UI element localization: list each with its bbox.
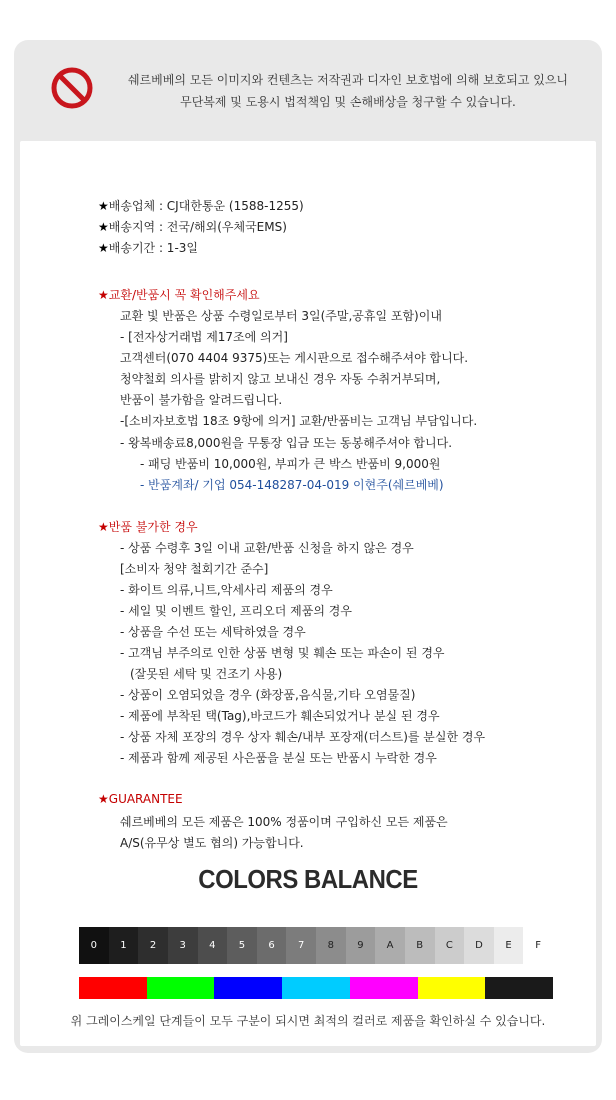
no-return-line: - 제품에 부착된 택(Tag),바코드가 훼손되었거나 분실 된 경우 — [120, 709, 440, 723]
shipping-period: ★배송기간 : 1-3일 — [98, 241, 198, 255]
exchange-heading: ★교환/반품시 꼭 확인해주세요 — [98, 288, 260, 302]
grayscale-swatch: 3 — [168, 927, 198, 964]
exchange-line: 고객센터(070 4404 9375)또는 게시판으로 접수해주셔야 합니다. — [120, 351, 469, 365]
no-return-line: - 상품을 수선 또는 세탁하였을 경우 — [120, 625, 306, 639]
guarantee-line: A/S(유무상 별도 협의) 가능합니다. — [120, 836, 304, 850]
grayscale-swatch: 2 — [138, 927, 168, 964]
grayscale-swatch: D — [464, 927, 494, 964]
no-return-line: (잘못된 세탁 및 건조기 사용) — [130, 667, 283, 681]
grayscale-swatch: B — [405, 927, 435, 964]
grayscale-swatch: F — [523, 927, 553, 964]
prohibited-icon — [50, 66, 94, 110]
grayscale-swatch: 1 — [109, 927, 139, 964]
grayscale-swatch: 7 — [286, 927, 316, 964]
notice-line-1: 쉐르베베의 모든 이미지와 컨텐츠는 저작권과 디자인 보호법에 의해 보호되고 있으니 — [127, 73, 569, 87]
guarantee-heading: ★GUARANTEE — [98, 792, 183, 806]
color-swatch — [79, 977, 147, 999]
color-swatch — [214, 977, 282, 999]
page-frame — [14, 40, 602, 1053]
color-strip — [79, 977, 553, 999]
grayscale-swatch: A — [375, 927, 405, 964]
color-swatch — [147, 977, 215, 999]
copyright-notice — [14, 40, 602, 140]
color-swatch — [282, 977, 350, 999]
no-return-line: - 상품 자체 포장의 경우 상자 훼손/내부 포장재(더스트)를 분실한 경우 — [120, 730, 486, 744]
notice-line-2: 무단복제 및 도용시 법적책임 및 손해배상을 청구할 수 있습니다. — [180, 95, 516, 109]
shipping-region: ★배송지역 : 전국/해외(우체국EMS) — [98, 220, 287, 234]
no-return-line: - 세일 및 이벤트 할인, 프리오더 제품의 경우 — [120, 604, 352, 618]
no-return-line: - 화이트 의류,니트,악세사리 제품의 경우 — [120, 583, 333, 597]
exchange-line: - [전자상거래법 제17조에 의거] — [120, 330, 288, 344]
notice-text — [108, 69, 588, 113]
no-return-line: - 상품 수령후 3일 이내 교환/반품 신청을 하지 않은 경우 — [120, 541, 414, 555]
exchange-line: - 왕복배송료8,000원을 무통장 입금 또는 동봉해주셔야 합니다. — [120, 436, 453, 450]
grayscale-swatch: 6 — [257, 927, 287, 964]
no-return-line: - 상품이 오염되었을 경우 (화장품,음식물,기타 오염물질) — [120, 688, 416, 702]
grayscale-note: 위 그레이스케일 단계들이 모두 구분이 되시면 최적의 컬러로 제품을 확인하실 수 있습니다. — [70, 1014, 546, 1028]
exchange-line: 청약철회 의사를 밝히지 않고 보내신 경우 자동 수취거부되며, — [120, 372, 441, 386]
color-swatch — [418, 977, 486, 999]
color-swatch — [485, 977, 553, 999]
exchange-line: 교환 빛 반품은 상품 수령일로부터 3일(주말,공휴일 포함)이내 — [120, 309, 442, 323]
grayscale-swatch: 0 — [79, 927, 109, 964]
grayscale-swatch: C — [435, 927, 465, 964]
no-return-line: - 제품과 함께 제공된 사은품을 분실 또는 반품시 누락한 경우 — [120, 751, 437, 765]
shipping-company: ★배송업체 : CJ대한통운 (1588-1255) — [98, 199, 304, 213]
grayscale-strip — [79, 927, 553, 964]
no-return-heading: ★반품 불가한 경우 — [98, 520, 198, 534]
exchange-line: -[소비자보호법 18조 9항에 의거] 교환/반품비는 고객님 부담입니다. — [120, 414, 478, 428]
no-return-line: [소비자 청약 철회기간 준수] — [120, 562, 269, 576]
grayscale-swatch: 9 — [346, 927, 376, 964]
return-account: - 반품계좌/ 기업 054-148287-04-019 이현주(쉐르베베) — [140, 478, 444, 492]
exchange-line: - 패딩 반품비 10,000원, 부피가 큰 박스 반품비 9,000원 — [140, 457, 441, 471]
no-return-line: - 고객님 부주의로 인한 상품 변형 및 훼손 또는 파손이 된 경우 — [120, 646, 445, 660]
info-card — [20, 141, 596, 1046]
guarantee-line: 쉐르베베의 모든 제품은 100% 정품이며 구입하신 모든 제품은 — [120, 815, 448, 829]
colors-balance-title: COLORS BALANCE — [198, 864, 418, 894]
grayscale-swatch: 5 — [227, 927, 257, 964]
exchange-line: 반품이 불가함을 알려드립니다. — [120, 393, 283, 407]
grayscale-swatch: 8 — [316, 927, 346, 964]
color-swatch — [350, 977, 418, 999]
grayscale-swatch: 4 — [198, 927, 228, 964]
grayscale-swatch: E — [494, 927, 524, 964]
